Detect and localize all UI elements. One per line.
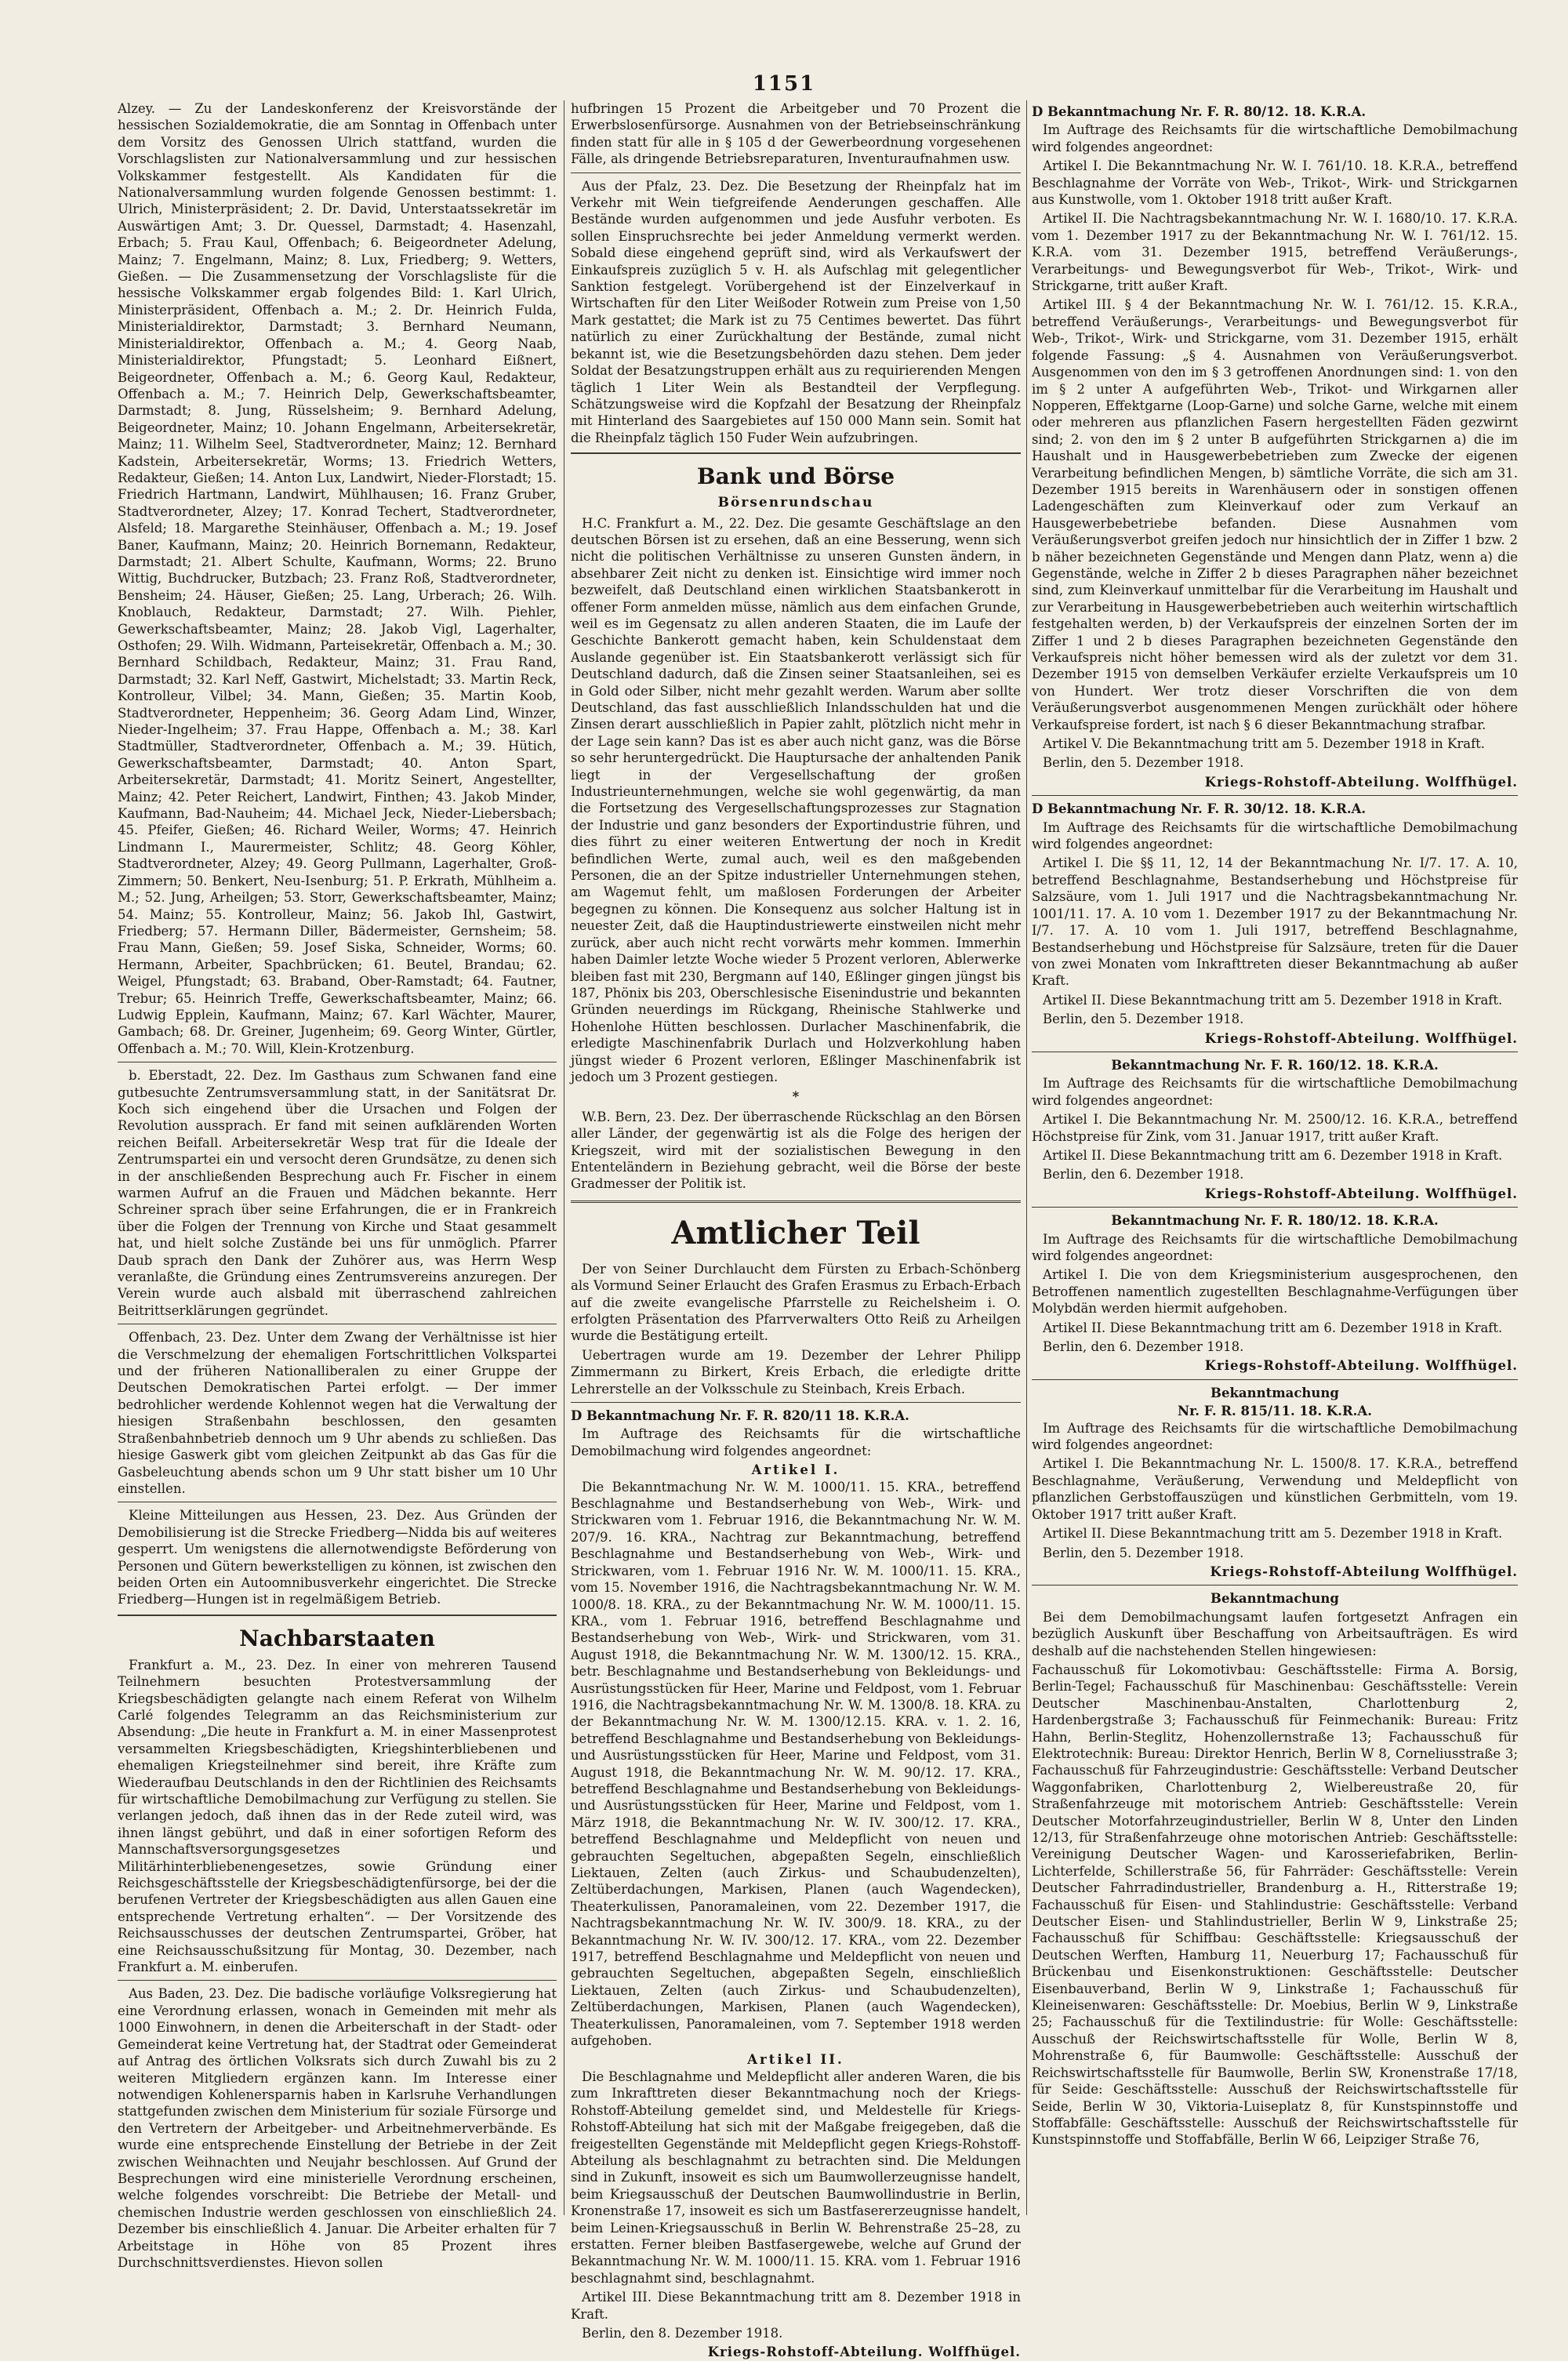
notice-signature: Kriegs-Rohstoff-Abteilung. Wolffhügel. xyxy=(707,2345,1021,2360)
column-2 xyxy=(571,100,1021,2360)
notice-title: Bekanntmachung xyxy=(1210,1591,1339,1607)
notice-signature: Kriegs-Rohstoff-Abteilung. Wolffhügel. xyxy=(1204,1358,1518,1374)
divider xyxy=(1032,1379,1518,1380)
section-heading-amtlicher-teil: Amtlicher Teil xyxy=(671,1214,920,1251)
article-frankfurt: Frankfurt a. M., 23. Dez. In einer von mehreren Tausend Teilnehmern besuchten Protestversammlung der Kriegsbeschädigten gelangte nach einem Referat von Wilhelm Carlé folgendes Telegramm an das Reichsministerium zur Absendung: „Die heute in Frankfurt a. M. in einer Massenprotest versammelten Kriegsbeschädigten, Kriegshinterbliebenen und ehemaligen Kriegsteilnehmer sind bereit, ihre Kräfte zum Wiederaufbau Deutschlands in den der Richtlinien des Reichsamts für wirtschaftliche Demobilmachung zur Verfügung zu stellen. Sie verlangen jedoch, daß ihnen das in der Rede zuteil wird, was ihnen längst gebührt, und daß in einer sofortigen Reform des Mannschaftsversorgungsgesetzes und Militärhinterbliebenengesetzes, sowie Gründung einer Reichsgeschäftsstelle der Kriegsbeschädigtenfürsorge, bei der die berufenen Vertreter der Kriegsbeschädigten aus allen Gauen eine entsprechende Vertretung erhalten“. — Der Vorsitzende des Reichsausschusses der deutschen Zentrumspartei, Gröber, hat eine Reichsausschußsitzung für Montag, 30. Dezember, nach Frankfurt a. M. einberufen. xyxy=(118,1657,557,1975)
column-rule xyxy=(1026,100,1027,2215)
notice-article: Artikel II. Diese Bekanntmachung tritt am 5. Dezember 1918 in Kraft. xyxy=(1043,1526,1503,1542)
section-heading-bank-boerse: Bank und Börse xyxy=(696,463,895,490)
notice-date: Berlin, den 5. Dezember 1918. xyxy=(1043,1545,1244,1560)
notice-article: Artikel I. Die von dem Kriegsministerium ausgesprochenen, den Betroffenen namentlich zugestellten Beschlagnahme-Verfügungen über Molybdän werden hiermit aufgehoben. xyxy=(1032,1267,1518,1317)
article-offenbach: Offenbach, 23. Dez. Unter dem Zwang der Verhältnisse ist hier die Verschmelzung der ehemaligen Fortschrittlichen Volkspartei und der früheren Nationalliberalen zu einer Gruppe der Deutschen Demokratischen Partei erfolgt. — Der immer bedrohlicher werdende Kohlennot wegen hat die Verwaltung der hiesigen Straßenbahn beschlossen, den gesamten Straßenbahnbetrieb dennoch um 9 Uhr abends zu schließen. Das hiesige Gaswerk gibt vom gleichen Zeitpunkt ab das Gas für die Gasbeleuchtung abends schon um 9 Uhr statt bisher um 10 Uhr einstellen. xyxy=(118,1330,557,1496)
notice-article-2: Die Beschlagnahme und Meldepflicht aller anderen Waren, die bis zum Inkrafttreten dieser Bekanntmachung noch der Kriegs-Rohstoff-Abteilung gemeldet sind, und Meldestelle für Kriegs-Rohstoff-Abteilung hat sich mit der Maßgabe freigegeben, daß die freigestellten Gegenstände mit Meldepflicht gegen Kriegs-Rohstoff-Abteilung als beschlagnahmt zu betrachten sind. Die Meldungen sind in Zukunft, insoweit es sich um Baumwollerzeugnisse handelt, beim Kriegsausschuß der Deutschen Baumwollindustrie in Berlin, Kronenstraße 17, insoweit es sich um Bastfasererzeugnisse handelt, beim Leinen-Kriegsausschuß in Berlin W. Behrenstraße 25–28, zu erstatten. Ferner bleiben Bastfasergewebe, welche auf Grund der Bekanntmachung Nr. W. M. 1000/11. 15. KRA. vom 1. Februar 1916 beschlagnahmt sind, beschlagnahmt. xyxy=(571,2069,1021,2286)
notice-title: D Bekanntmachung Nr. F. R. 80/12. 18. K.R.A. xyxy=(1032,104,1367,119)
notice-date: Berlin, den 5. Dezember 1918. xyxy=(1043,755,1244,771)
divider xyxy=(571,452,1021,454)
article-boerse-bern: W.B. Bern, 23. Dez. Der überraschende Rückschlag an den Börsen aller Länder, der gegenwärtig ist als die Folge des herigen der Kriegszeit, wird mit der sozialistischen Bewegung in den Ententeländern in Beziehung gebracht, weil die Börse der beste Gradmesser der Politik ist. xyxy=(571,1109,1021,1192)
notice-title: D Bekanntmachung Nr. F. R. 820/11 18. K.R.A. xyxy=(571,1408,909,1424)
notice-intro: Im Auftrage des Reichsamts für die wirtschaftliche Demobilmachung wird folgendes angeordnet: xyxy=(1032,122,1518,154)
article-heading: Artikel II. xyxy=(747,2052,844,2068)
notice-intro: Im Auftrage des Reichsamts für die wirtschaftliche Demobilmachung wird folgendes angeordnet: xyxy=(1032,1076,1518,1108)
notice-list: Fachausschuß für Lokomotivbau: Geschäftsstelle: Firma A. Borsig, Berlin-Tegel; Fachausschuß für Maschinenbau: Geschäftsstelle: Verein Deutscher Maschinenbau-Anstalten, Charlottenburg 2, Hardenbergstraße 3; Fachausschuß für Feinmechanik: Bureau: Fritz Hahn, Berlin-Steglitz, Hohenzollernstraße 13; Fachausschuß für Elektrotechnik: Bureau: Direktor Henrich, Berlin W 8, Corneliusstraße 3; Fachausschuß für Fahrzeugindustrie: Geschäftsstelle: Verband Deutscher Waggonfabriken, Charlottenburg 2, Wielbereustraße 20, für Straßenfahrzeuge mit motorischem Antrieb: Geschäftsstelle: Verein Deutscher Motorfahrzeugindustrieller, Berlin W 8, Unter den Linden 12/13, für Straßenfahrzeuge ohne motorischen Antrieb: Geschäftsstelle: Vereinigung Deutscher Wagen- und Karosseriefabriken, Berlin-Lichterfelde, Schillerstraße 56, für Fahrräder: Geschäftsstelle: Verein Deutscher Fahrradindustrieller, Brandenburg a. H., Ritterstraße 19; Fachausschuß für Eisen- und Stahlindustrie: Geschäftsstelle: Verband Deutscher Eisen- und Stahlindustrieller, Berlin W 9, Linkstraße 25; Fachausschuß für Schiffbau: Geschäftsstelle: Kriegsausschuß der Deutschen Werften, Hamburg 11, Neuerburg 17; Fachausschuß für Brückenbau und Eisenkonstruktionen: Geschäftsstelle: Deutscher Eisenbauverband, Berlin W 9, Linkstraße 1; Fachausschuß für Kleineisenwaren: Geschäftsstelle: Dr. Moebius, Berlin W 9, Linkstraße 25; Fachausschuß für die Textilindustrie: für Wolle: Geschäftsstelle: Ausschuß der Reichswirtschaftsstelle für Wolle, Berlin W 8, Mohrenstraße 6, für Baumwolle: Geschäftsstelle: Ausschuß der Reichswirtschaftsstelle für Baumwolle, Berlin SW, Kronenstraße 17/18, für Seide: Geschäftsstelle: Ausschuß der Reichswirtschaftsstelle für Seide, Berlin W 30, Viktoria-Luiseplatz 8, für Kunstspinnstoffe und Stoffabfälle: Geschäftsstelle: Ausschuß der Reichswirtschaftsstelle für Kunstspinnstoffe und Stoffabfälle, Berlin W 66, Leipziger Straße 76, xyxy=(1032,1662,1518,2148)
divider xyxy=(118,1615,557,1616)
notice-intro: Bei dem Demobilmachungsamt laufen fortgesetzt Anfragen ein bezüglich Auskunft über Beschaffung von Arbeitsaufträgen. Es wird deshalb auf die nachstehenden Stellen hingewiesen: xyxy=(1032,1609,1518,1658)
article-baden: Aus Baden, 23. Dez. Die badische vorläufige Volksregierung hat eine Verordnung erlassen, wonach in Gemeinden mit mehr als 1000 Einwohnern, in denen die Arbeiterschaft in der Stadt- oder Gemeinderat keine Vertretung hat, der Stadtrat oder Gemeinderat auf Antrag des örtlichen Volksrats sich durch Zuwahl bis zu 2 weiteren Mitgliedern ergänzen kann. Im Interesse einer notwendigen Kohlenersparnis haben in Karlsruhe Verhandlungen stattgefunden zwischen dem Ministerium für soziale Fürsorge und den Vertretern der Arbeitgeber- und Arbeitnehmerverbände. Es wurde eine entsprechende Einstellung der Betriebe in der Zeit zwischen Weihnachten und Neujahr beschlossen. Auf Grund der Besprechungen wird eine ministerielle Verordnung erscheinen, welche folgendes vorschreibt: Die Betriebe der Metall- und chemischen Industrie werden geschlossen von einschließlich 24. Dezember bis einschließlich 4. Januar. Die Arbeiter erhalten für 7 Arbeitstage in Höhe von 85 Prozent ihres Durchschnittsverdienstes. Hievon sollen xyxy=(118,1986,557,2270)
notice-article: Artikel II. Die Nachtragsbekanntmachung Nr. W. I. 1680/10. 17. K.R.A. vom 1. Dezember 1917 zu der Bekanntmachung Nr. W. I. 761/12. 15. K.R.A. vom 31. Dezember 1915, betreffend Veräußerungs-, Verarbeitungs- und Bewegungsverbot für Web-, Trikot-, Wirk- und Strickgarne, tritt außer Kraft. xyxy=(1032,211,1518,294)
notice-article: Artikel II. Diese Bekanntmachung tritt am 6. Dezember 1918 in Kraft. xyxy=(1043,1320,1503,1335)
notice-article: Artikel I. Die Bekanntmachung Nr. M. 2500/12. 16. K.R.A., betreffend Höchstpreise für Zink, vom 31. Januar 1917, tritt außer Kraft. xyxy=(1032,1112,1518,1144)
notice-date: Berlin, den 8. Dezember 1918. xyxy=(582,2325,783,2341)
notice-article: Artikel I. Die Bekanntmachung Nr. L. 1500/8. 17. K.R.A., betreffend Beschlagnahme, Veräußerung, Verwendung und Meldepflicht von pflanzlichen Gerbstoffauszügen und künstlichen Gerbmitteln, vom 19. Oktober 1917 tritt außer Kraft. xyxy=(1032,1456,1518,1522)
notice-title: D Bekanntmachung Nr. F. R. 30/12. 18. K.R.A. xyxy=(1032,801,1367,817)
notice-signature: Kriegs-Rohstoff-Abteilung Wolffhügel. xyxy=(1210,1564,1518,1579)
article-alzey: Alzey. — Zu der Landeskonferenz der Kreisvorstände der hessischen Sozialdemokratie, die am Sonntag in Offenbach unter dem Vorsitz des Genossen Ulrich stattfand, wurden die Vorschlagslisten zur Nationalversammlung und zur hessischen Volkskammer festgestellt. Als Kandidaten für die Nationalversammlung wurden folgende Genossen bestimmt: 1. Ulrich, Ministerpräsident; 2. Dr. David, Unterstaatssekretär im Auswärtigen Amt; 3. Dr. Quessel, Darmstadt; 4. Hasenzahl, Erbach; 5. Frau Kaul, Offenbach; 6. Beigeordneter Adelung, Mainz; 7. Engelmann, Mainz; 8. Lux, Friedberg; 9. Wetters, Gießen. — Die Zusammensetzung der Vorschlagsliste für die hessische Volkskammer ergab folgendes Bild: 1. Karl Ulrich, Ministerpräsident, Offenbach a. M.; 2. Dr. Heinrich Fulda, Ministerialdirektor, Darmstadt; 3. Bernhard Neumann, Ministerialdirektor, Offenbach a. M.; 4. Georg Naab, Ministerialdirektor, Pfungstadt; 5. Leonhard Eißnert, Beigeordneter, Offenbach a. M.; 6. Georg Kaul, Redakteur, Offenbach a. M.; 7. Heinrich Delp, Gewerkschaftsbeamter, Darmstadt; 8. Jung, Rüsselsheim; 9. Bernhard Adelung, Beigeordneter, Mainz; 10. Johann Engelmann, Arbeitersekretär, Mainz; 11. Wilhelm Seel, Stadtverordneter, Mainz; 12. Bernhard Kadstein, Arbeitersekretär, Worms; 13. Friedrich Wetters, Redakteur, Gießen; 14. Anton Lux, Landwirt, Nieder-Florstadt; 15. Friedrich Hartmann, Landwirt, Mühlhausen; 16. Franz Gruber, Stadtverordneter, Alzey; 17. Konrad Techert, Stadtverordneter, Alsfeld; 18. Margarethe Steinhäuser, Offenbach a. M.; 19. Josef Baner, Kaufmann, Mainz; 20. Heinrich Bornemann, Redakteur, Darmstadt; 21. Albert Schulte, Kaufmann, Worms; 22. Bruno Wittig, Buchdrucker, Butzbach; 23. Franz Roß, Stadtverordneter, Bensheim; 24. Häuser, Gießen; 25. Lang, Urberach; 26. Wilh. Knoblauch, Redakteur, Darmstadt; 27. Wilh. Piehler, Gewerkschaftsbeamter, Mainz; 28. Jakob Vigl, Lagerhalter, Osthofen; 29. Wilh. Widmann, Parteisekretär, Offenbach a. M.; 30. Bernhard Schildbach, Redakteur, Mainz; 31. Frau Rand, Darmstadt; 32. Karl Neff, Gastwirt, Michelstadt; 33. Martin Reck, Kontrolleur, Vilbel; 34. Mann, Gießen; 35. Martin Koob, Stadtverordneter, Heppenheim; 36. Georg Adam Lind, Winzer, Nieder-Ingelheim; 37. Frau Happe, Offenbach a. M.; 38. Karl Stadtmüller, Stadtverordneter, Offenbach a. M.; 39. Hütich, Gewerkschaftsbeamter, Darmstadt; 40. Anton Spart, Arbeitersekretär, Darmstadt; 41. Moritz Seinert, Angestellter, Mainz; 42. Peter Reichert, Landwirt, Finthen; 43. Jakob Minder, Kaufmann, Bad-Nauheim; 44. Michael Jeck, Nieder-Liebersbach; 45. Pfeifer, Gießen; 46. Richard Weiler, Worms; 47. Heinrich Lindmann I., Maurermeister, Schlitz; 48. Georg Köhler, Stadtverordneter, Alzey; 49. Georg Pullmann, Lagerhalter, Groß-Zimmern; 50. Benkert, Neu-Isenburg; 51. P. Erkrath, Mühlheim a. M.; 52. Jung, Arheilgen; 53. Storr, Gewerkschaftsbeamter, Mainz; 54. Mainz; 55. Kontrolleur, Mainz; 56. Jakob Ihl, Gastwirt, Friedberg; 57. Hermann Diller, Bädermeister, Gernsheim; 58. Frau Mann, Gießen; 59. Josef Siska, Schneider, Worms; 60. Hermann, Arbeiter, Spachbrücken; 61. Beutel, Brandau; 62. Weigel, Pfungstadt; 63. Braband, Ober-Ramstadt; 64. Fautner, Trebur; 65. Heinrich Treffe, Gewerkschaftsbeamter, Mainz; 66. Ludwig Epplein, Kaufmann, Mainz; 67. Karl Wächter, Maurer, Gambach; 68. Dr. Greiner, Jugenheim; 69. Georg Winter, Gürtler, Offenbach a. M.; 70. Will, Klein-Krotzenburg. xyxy=(118,101,557,1056)
notice-article: Artikel I. Die Bekanntmachung Nr. W. I. 761/10. 18. K.R.A., betreffend Beschlagnahme der Vorräte von Web-, Trikot-, Wirk- und Strickgarnen aus Kunstwolle, vom 1. Oktober 1918 tritt außer Kraft. xyxy=(1032,158,1518,208)
notice-article-1: Die Bekanntmachung Nr. W. M. 1000/11. 15. KRA., betreffend Beschlagnahme und Bestandserhebung von Web-, Wirk- und Strickwaren vom 1. Februar 1916, die Bekanntmachung Nr. W. M. 207/9. 16. KRA., Nachtrag zur Bekanntmachung, betreffend Beschlagnahme und Bestandserhebung von Web-, Wirk- und Strickwaren, vom 1. Februar 1916 Nr. W. M. 1000/11. 15. KRA., vom 15. November 1916, die Nachtragsbekanntmachung Nr. W. M. 1000/8. 18. KRA., zu der Bekanntmachung Nr. W. M. 1000/11. 15. KRA., vom 1. Februar 1916, betreffend Beschlagnahme und Bestandserhebung von Web-, Wirk- und Strickwaren, vom 31. August 1918, die Bekanntmachung Nr. W. M. 1300/12. 15. KRA., betr. Beschlagnahme und Bestandserhebung von Bekleidungs- und Ausrüstungsstücken für Heer, Marine und Feldpost, vom 1. Februar 1916, die Nachtragsbekanntmachung Nr. W. M. 1300/8. 18. KRA. zu der Bekanntmachung Nr. W. M. 1300/12.15. KRA. v. 1. 2. 16, betreffend Beschlagnahme und Bestandserhebung von Bekleidungs- und Ausrüstungsstücken für Heer, Marine und Feldpost, vom 31. August 1918, die Bekanntmachung Nr. W. M. 90/12. 17. KRA., betreffend Beschlagnahme und Bestandserhebung von Bekleidungs- und Ausrüstungsstücken für Heer, Marine und Feldpost, vom 1. März 1918, die Bekanntmachung Nr. W. IV. 300/12. 17. KRA., betreffend Beschlagnahme und Meldepflicht von neuen und gebrauchten Segeltuchen, abgepaßten Segeln, einschließlich Liektauen, Zelten (auch Zirkus- und Schaubudenzelten), Zeltüberdachungen, Markisen, Planen (auch Wagendecken), Theaterkulissen, Panoramaleinen, vom 22. Dezember 1917, die Nachtragsbekanntmachung Nr. W. IV. 300/9. 18. KRA., zu der Bekanntmachung Nr. W. IV. 300/12. 17. KRA., vom 22. Dezember 1917, betreffend Beschlagnahme und Meldepflicht von neuen und gebrauchten Segeltuchen, abgepaßten Segeln, einschließlich Liektauen, Zelten (auch Zirkus- und Schaubudenzelten), Zeltüberdachungen, Markisen, Planen (auch Wagendecken), Theaterkulissen, Panoramaleinen, vom 7. September 1918 werden aufgehoben. xyxy=(571,1479,1021,2049)
notice-number: Nr. F. R. 815/11. 18. K.R.A. xyxy=(1178,1404,1372,1419)
notice-date: Berlin, den 6. Dezember 1918. xyxy=(1043,1339,1244,1355)
notice-article: Artikel II. Diese Bekanntmachung tritt am 6. Dezember 1918 in Kraft. xyxy=(1043,1147,1503,1163)
notice-signature: Kriegs-Rohstoff-Abteilung. Wolffhügel. xyxy=(1204,1030,1518,1046)
article-eberstadt: b. Eberstadt, 22. Dez. Im Gasthaus zum Schwanen fand eine gutbesuchte Zentrumsversammlung statt, in der Sanitätsrat Dr. Koch sich eingehend über die Ursachen und Folgen der Revolution aussprach. Er fand mit seinen aufklärenden Worten reichen Beifall. Arbeitersekretär Wesp trat für die Ideale der Zentrumspartei ein und versocht deren Grundsätze, zu denen sich in der anschließenden Besprechung auch Fr. Fischer in einem warmen Aufruf an die Frauen und Mädchen bekannte. Herr Schreiner sprach über seine Erfahrungen, die er in Frankreich über die Folgen der Trennung von Kirche und Staat gesammelt hat, und hielt solche Zustände bei uns für unmöglich. Pfarrer Daub sprach den Dank der Zuhörer aus, was Herrn Wesp veranlaßte, die Gründung eines Zentrumsvereins anzuregen. Der Verein wurde auch alsbald mit überraschend zahlreichen Beitrittserklärungen gegründet. xyxy=(118,1068,557,1318)
notice-article: Artikel V. Die Bekanntmachung tritt am 5. Dezember 1918 in Kraft. xyxy=(1043,736,1486,752)
notice-intro: Im Auftrage des Reichsamts für die wirtschaftliche Demobilmachung wird folgendes angeordnet: xyxy=(1032,1420,1518,1453)
notice-article: Artikel III. § 4 der Bekanntmachung Nr. W. I. 761/12. 15. K.R.A., betreffend Veräußerungs-, Verarbeitungs- und Bewegungsverbot für Web-, Trikot-, Wirk- und Strickgarne, vom 31. Dezember 1915, erhält folgende Fassung: „§ 4. Ausnahmen von Veräußerungsverbot. Ausgenommen von den im § 3 getroffenen Anordnungen sind: 1. von den im § 2 unter A aufgeführten Web-, Trikot- und Wirkgarnen aller Nopperen, Effektgarne (Loop-Garne) und solche Garne, welche mit einem oder mehreren aus pflanzlichen Fasern hergestellten Fäden gezwirnt sind; 2. von den im § 2 unter B aufgeführten Strickgarnen a) die im Haushalt und in Hausgewerbebetrieben zum Zwecke der eigenen Verarbeitung befindlichen Mengen, b) sämtliche Vorräte, die sich am 31. Dezember 1915 bereits in Warenhäusern oder in sonstigen offenen Ladengeschäften zum Kleinverkauf oder zum Verkauf an Hausgewerbebetriebe befanden. Diese Ausnahmen vom Veräußerungsverbot greifen jedoch nur hinsichtlich der in Ziffer 1 bzw. 2 b näher bezeichneten Gegenstände und Mengen dann Platz, wenn a) die Gegenstände, welche in Ziffer 2 b dieses Paragraphen näher bezeichnet sind, zum Kleinverkauf unmittelbar für die Verarbeitung im Haushalt und zur Verarbeitung in Hausgewerbebetrieben auch weiterhin wirtschaftlich festgehalten werden, b) der Verkaufspreis der einzelnen Sorten der im Ziffer 1 und 2 b dieses Paragraphen bezeichneten Gegenstände den Verkaufspreis nicht höher bemessen wird als der zuletzt vor dem 31. Dezember 1915 von demselben Verkäufer erzielte Verkaufspreis um 10 von Hundert. Wer trotz dieser Vorschriften die von dem Veräußerungsverbot ausgenommenen Mengen zurückhält oder höhere Verkaufspreise fordert, ist nach § 6 dieser Bekanntmachung strafbar. xyxy=(1032,297,1518,732)
column-1 xyxy=(118,100,557,2270)
article-kleine-mitteilungen: Kleine Mitteilungen aus Hessen, 23. Dez. Aus Gründen der Demobilisierung ist die Strecke Friedberg—Nidda bis auf weiteres gesperrt. Um wenigstens die allernotwendigste Beförderung von Personen und Gütern bewerkstelligen zu können, ist zwischen den beiden Orten ein Autoomnibusverkehr eingerichtet. Die Strecke Friedberg—Hungen ist in regelmäßigem Betrieb. xyxy=(118,1508,557,1607)
notice-date: Berlin, den 6. Dezember 1918. xyxy=(1043,1167,1244,1182)
notice-date: Berlin, den 5. Dezember 1918. xyxy=(1043,1012,1244,1027)
notice-title: Bekanntmachung xyxy=(1210,1385,1339,1400)
notice-title: Bekanntmachung Nr. F. R. 160/12. 18. K.R.A. xyxy=(1111,1057,1439,1073)
notice-pfarrstelle: Der von Seiner Durchlaucht dem Fürsten zu Erbach-Schönberg als Vormund Seiner Erlaucht des Grafen Erasmus zu Erbach-Erbach auf die zweite evangelische Pfarrstelle zu Reichelsheim i. O. erfolgten Präsentation des Pfarrverwalters Otto Reiß zu Arheilgen wurde die Bestätigung erteilt. xyxy=(571,1261,1021,1344)
separator-star: * xyxy=(792,1089,800,1105)
notice-signature: Kriegs-Rohstoff-Abteilung. Wolffhügel. xyxy=(1204,1186,1518,1201)
article-boerse-frankfurt: H.C. Frankfurt a. M., 22. Dez. Die gesamte Geschäftslage an den deutschen Börsen ist zu ersehen, daß an eine Besserung, wenn sich nicht die politischen Verhältnisse zu unseren Gunsten ändern, in absehbarer Zeit nicht zu denken ist. Einsichtige wird immer noch bezweifelt, daß Deutschland einen wirklichen Staatsbankerott in offener Form anmelden müsse, nämlich aus dem einfachen Grunde, weil es im Gegensatz zu allen anderen Staaten, die im Laufe der Geschichte Bankerott gemacht haben, kein Schuldenstaat dem Auslande gegenüber ist. Ein Staatsbankerott verlässigt sich für Deutschland dadurch, daß die Zinsen seiner Staatsanleihen, sei es in Gold oder Silber, nicht mehr gezahlt werden. Warum aber sollte Deutschland, das fast ausschließlich Inlandsschulden hat und die Zinsen derart ausschließlich in Papier zahlt, plötzlich nicht mehr in der Lage sein kann? Das ist es aber auch nicht ganz, was die Börse so sehr heruntergedrückt. Die Hauptursache der anhaltenden Panik liegt in der Vergesellschaftung der großen Industrieunternehmungen, welche sie wohl gegenwärtig, da man die Fortsetzung des Vergesellschaftungsprozesses zur Stagnation der Industrie und ganz besonders der Exportindustrie führen, und dies führt zu einer weiteren Entwertung der noch in Kredit befindlichen Werte, zumal auch, weil es den maßgebenden Personen, die an der Spitze industrieller Unternehmungen stehen, am Wagemut fehlt, um maßlosen Forderungen der Arbeiter begegnen zu können. Die Konsequenz aus solcher Haltung ist in neuester Zeit, daß die Hauptindustriewerte einstweilen nicht mehr zurück, aber auch nicht recht vorwärts mehr kommen. Immerhin haben Daimler letzte Woche wieder 5 Prozent verloren, Ablerwerke bleiben fast mit 230, Bergmann auf 140, Eßlinger gingen jüngst bis 187, Phönix bis 203, Oberschlesische Eisenindustrie und bekannten Gründen neuerdings im Rückgang, Rheinische Stahlwerke und Hohenlohe Hütten beschlossen. Durlacher Maschinenfabrik, die erledigte Maschinenfabrik Durlach und Holzverkohlung haben jüngst wieder 6 Prozent verloren, Eßlinger Maschinenfabrik ist jedoch um 3 Prozent gestiegen. xyxy=(571,515,1021,1084)
divider xyxy=(1032,795,1518,796)
divider xyxy=(1032,1207,1518,1208)
article-pfalz: Aus der Pfalz, 23. Dez. Die Besetzung der Rheinpfalz hat im Verkehr mit Wein tiefgreifende Aenderungen geschaffen. Alle Bestände wurden aufgenommen und jede Ausfuhr verboten. Es sollen Einspruchsrechte bei jeder Anmeldung vermerkt werden. Sobald diese eingehend geprüft sind, wird als Verkaufswert der Einkaufspreis zuzüglich 5 v. H. als Aufschlag mit gelegentlicher Sanktion festgelegt. Vorübergehend ist der Einzelverkauf in Wirtschaften für den Liter Weißoder Rotwein zum Preise von 1,50 Mark gestattet; die Mark ist zu 75 Centimes bewertet. Das führt natürlich zu einer Zurückhaltung der Bestände, zumal nicht bekannt ist, wie die Besetzungsbehörden dazu stehen. Dem jeder Soldat der Besatzungstruppen erhält aus zu requirierenden Mengen täglich 1 Liter Wein als Bestandteil der Verpflegung. Schätzungsweise wird die Kopfzahl der Besatzung der Rheinpfalz mit Hinterland des Saargebietes auf 150 000 Mann sein. Somit hat die Rheinpfalz täglich 150 Fuder Wein aufzubringen. xyxy=(571,178,1021,445)
page-number: 1151 xyxy=(752,72,816,96)
notice-article: Artikel I. Die §§ 11, 12, 14 der Bekanntmachung Nr. I/7. 17. A. 10, betreffend Beschlagnahme, Bestandserhebung und Höchstpreise für Salzsäure, vom 1. Juli 1917 und die Nachtragsbekanntmachung Nr. 1001/11. 17. A. 10 vom 1. Dezember 1917 zu der Bekanntmachung Nr. I/7. 17. A. 10 vom 1. Juli 1917, betreffend Beschlagnahme, Bestandserhebung und Höchstpreise für Salzsäure, treten für die Dauer von zwei Monaten vom Inkrafttreten dieser Bekanntmachung ab außer Kraft. xyxy=(1032,855,1518,989)
notice-lehrerstelle: Uebertragen wurde am 19. Dezember der Lehrer Philipp Zimmermann zu Birkert, Kreis Erbach, die erledigte dritte Lehrerstelle an der Volksschule zu Steinbach, Kreis Erbach. xyxy=(571,1347,1021,1397)
notice-title: Bekanntmachung Nr. F. R. 180/12. 18. K.R.A. xyxy=(1111,1213,1439,1229)
section-heading-nachbarstaaten: Nachbarstaaten xyxy=(239,1625,435,1651)
subheading-boersenrundschau: Börsenrundschau xyxy=(717,495,874,511)
column-3 xyxy=(1032,100,1518,2215)
notice-intro: Im Auftrage des Reichsamts für die wirtschaftliche Demobilmachung wird folgendes angeordnet: xyxy=(571,1426,1021,1458)
notice-signature: Kriegs-Rohstoff-Abteilung. Wolffhügel. xyxy=(1204,774,1518,790)
divider xyxy=(1032,1585,1518,1586)
notice-article: Artikel II. Diese Bekanntmachung tritt am 5. Dezember 1918 in Kraft. xyxy=(1043,992,1503,1008)
article-continuation: hufbringen 15 Prozent die Arbeitgeber und 70 Prozent die Erwerbslosenfürsorge. Ausnahmen von der Betriebseinschränkung finden statt für alle in § 105 d der Gewerbeordnung vorgesehenen Fälle, als dringende Betriebsreparaturen, Inventuraufnahmen usw. xyxy=(571,101,1021,167)
divider xyxy=(118,1980,557,1981)
divider xyxy=(571,1402,1021,1403)
divider xyxy=(571,1200,1021,1203)
notice-intro: Im Auftrage des Reichsamts für die wirtschaftliche Demobilmachung wird folgendes angeordnet: xyxy=(1032,819,1518,852)
notice-article-3: Artikel III. Diese Bekanntmachung tritt am 8. Dezember 1918 in Kraft. xyxy=(571,2290,1021,2322)
notice-intro: Im Auftrage des Reichsamts für die wirtschaftliche Demobilmachung wird folgendes angeordnet: xyxy=(1032,1231,1518,1263)
article-heading: Artikel I. xyxy=(751,1462,840,1478)
